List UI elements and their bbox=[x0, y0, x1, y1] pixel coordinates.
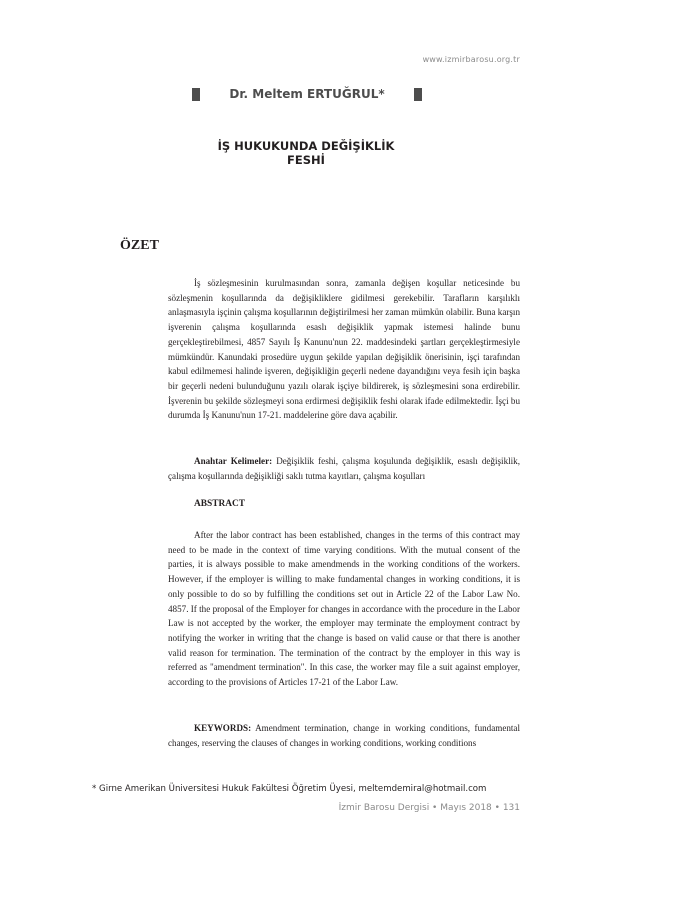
journal-footer: İzmir Barosu Dergisi • Mayıs 2018 • 131 bbox=[338, 803, 520, 813]
ozet-body bbox=[168, 276, 520, 423]
abstract-body bbox=[168, 528, 520, 690]
keywords bbox=[168, 721, 520, 750]
abstract-heading: ABSTRACT bbox=[194, 499, 246, 509]
keywords-text: Amendment termination, change in working conditions, fundamental changes, reserving the clauses of changes in working conditions, working conditions bbox=[168, 723, 520, 748]
abstract-paragraph: After the labor contract has been established, changes in the terms of this contract may need to be made in the context of time varying conditions. With the mutual consent of the parties, it is always possible to make amendmends in the working conditions of the workers. However, if the employer is willing to make fundamental changes in working conditions, it is only possible to do so by fulfilling the conditions set out in Article 22 of the Labor Law No. 4857. If the proposal of the Employer for changes in accordance with the procedure in the Labor Law is not accepted by the worker, the employer may terminate the employment contract by notifying the worker in writing that the change is based on valid cause or that there is another valid reason for termination. The termination of the contract by the employer in this way is referred as "amendment termination". In this case, the worker may file a suit against employer, according to the provisions of Articles 17-21 of the Labor Law. bbox=[168, 530, 520, 688]
article-title: İŞ HUKUKUNDA DEĞİŞİKLİK FESHİ bbox=[217, 139, 395, 167]
anahtar-label: Anahtar Kelimeler: bbox=[194, 456, 273, 466]
author-footnote: * Girne Amerikan Üniversitesi Hukuk Fakültesi Öğretim Üyesi, meltemdemiral@hotmail.com bbox=[92, 784, 487, 794]
keywords-label: KEYWORDS: bbox=[194, 723, 252, 733]
author-row bbox=[192, 86, 422, 102]
author-right-marker bbox=[414, 88, 422, 101]
anahtar-kelimeler bbox=[168, 454, 520, 483]
anahtar-paragraph bbox=[168, 454, 520, 483]
anahtar-text: Değişiklik feshi, çalışma koşulunda değişiklik, esaslı değişiklik, çalışma koşullarında değişikliği saklı tutma kayıtları, çalışma koşulları bbox=[168, 456, 520, 481]
keywords-paragraph bbox=[168, 721, 520, 750]
ozet-paragraph: İş sözleşmesinin kurulmasından sonra, zamanla değişen koşullar neticesinde bu sözleşmenin koşullarında da değişikliklere gidilmesi gerekebilir. Tarafların karşılıklı anlaşmasıyla işçinin çalışma koşullarının değiştirilmesi her zaman mümkün olabilir. Buna karşın işverenin çalışma koşullarında esaslı değişiklik yapmak istemesi halinde bunu gerçekleştirebilmesi, 4857 Sayılı İş Kanunu'nun 22. maddesindeki şartları gerçekleştirmesiyle mümkündür. Kanundaki prosedüre uygun şekilde yapılan değişiklik önerisinin, işçi tarafından kabul edilmemesi halinde işveren, değişikliğin geçerli nedene dayandığını veya fesih için başka bir geçerli nedeni bulunduğunu yazılı olarak işçiye bildirerek, iş sözleşmesini sona erdirebilir. İşverenin bu şekilde sözleşmeyi sona erdirmesi değişiklik feshi olarak ifade edilmektedir. İşçi bu durumda İş Kanunu'nun 17-21. maddelerine göre dava açabilir. bbox=[168, 278, 520, 421]
author-name: Dr. Meltem ERTUĞRUL* bbox=[229, 87, 385, 101]
site-url: www.izmirbarosu.org.tr bbox=[422, 55, 520, 64]
ozet-heading: ÖZET bbox=[120, 238, 159, 253]
